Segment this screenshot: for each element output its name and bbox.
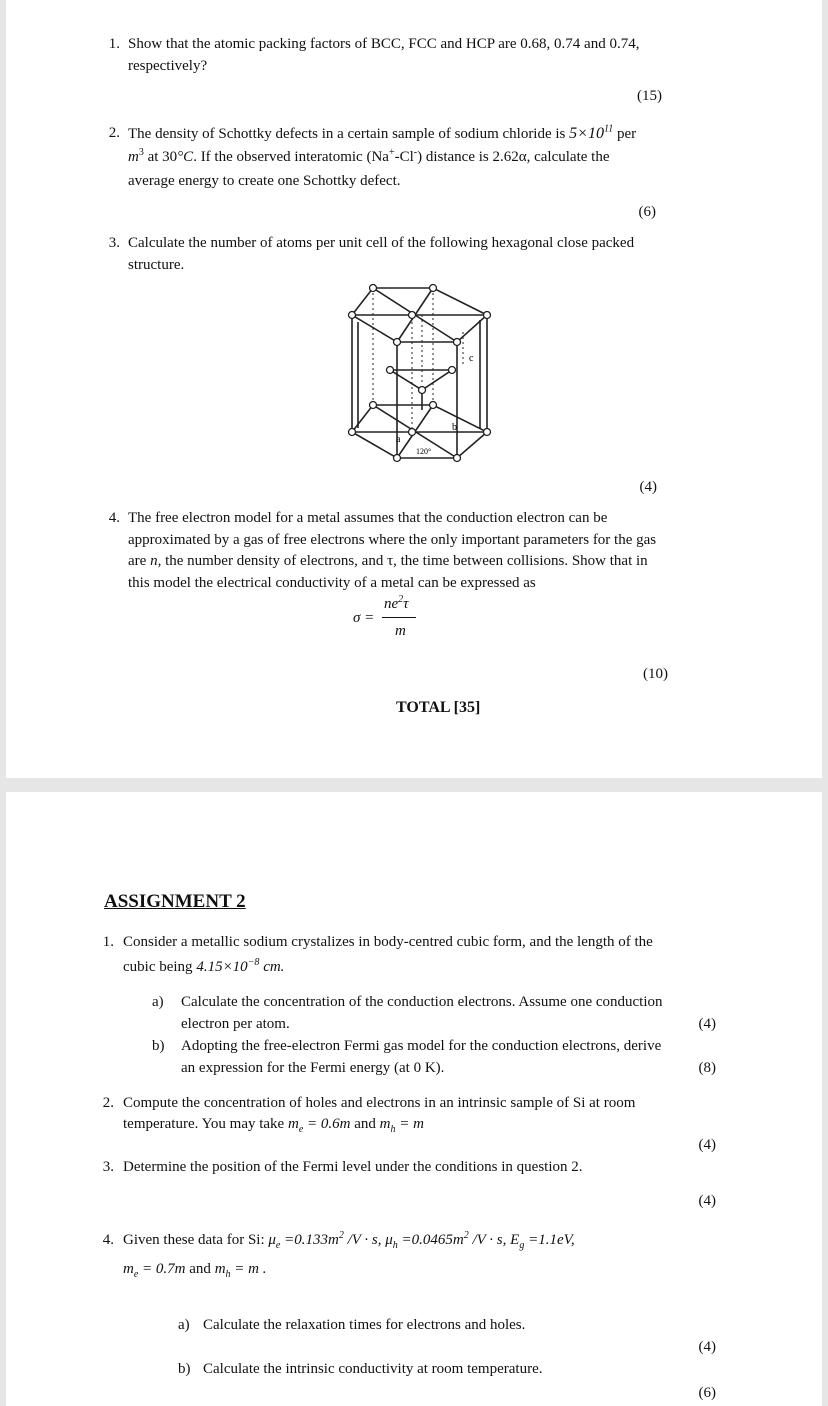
a2-q4b-marks: (6) — [698, 1385, 716, 1401]
hcp-angle-label: 120° — [416, 447, 432, 456]
a2-q2-marks: (4) — [698, 1137, 716, 1153]
q2-text-line2: $m^3$ at 30°C. If the observed interatomic (Na+-Cl-) distance is 2.62α, calculate the — [128, 147, 610, 165]
a2-q1b-text-line2: an expression for the Fermi energy (at 0 K). — [181, 1060, 445, 1076]
a2-q4a-text: Calculate the relaxation times for electrons and holes. — [203, 1317, 526, 1333]
a2-q3-number: 3. — [102, 1159, 114, 1175]
a2-q1-number: 1. — [102, 934, 114, 950]
hcp-label-b: b — [452, 422, 457, 433]
q4-text-line4: this model the electrical conductivity of a metal can be expressed as — [128, 575, 536, 591]
conductivity-formula-numerator: $ne^2\tau$ — [384, 594, 409, 612]
q3-marks: (4) — [639, 479, 657, 495]
a2-q2-number: 2. — [102, 1095, 114, 1111]
total-marks: TOTAL [35] — [396, 699, 481, 716]
a2-q4-text-line2: $m_e = 0.7m$ and $m_h = m$ . — [123, 1261, 267, 1280]
assignment-title: ASSIGNMENT 2 — [104, 891, 246, 912]
conductivity-formula-lhs: σ = — [353, 610, 375, 626]
a2-q4b-label: b) — [178, 1361, 191, 1377]
a2-q1-text-line2: cubic being $4.15\times 10^{-8}$ cm. — [123, 957, 285, 975]
q3-number: 3. — [108, 235, 120, 251]
q1-text-line1: Show that the atomic packing factors of BCC, FCC and HCP are 0.68, 0.74 and 0.74, — [128, 36, 640, 52]
q4-marks: (10) — [643, 666, 668, 682]
q2-number: 2. — [108, 125, 120, 141]
a2-q1a-label: a) — [152, 994, 164, 1010]
a2-q1a-text-line2: electron per atom. — [181, 1016, 290, 1032]
a2-q1-text-line1: Consider a metallic sodium crystalizes in body-centred cubic form, and the length of the — [123, 934, 653, 950]
q4-text-line3: are n, the number density of electrons, and τ, the time between collisions. Show that in — [128, 553, 648, 569]
fraction-bar — [382, 617, 416, 618]
a2-q2-text-line2: temperature. You may take $m_e = 0.6m$ and $m_h = m$ — [123, 1116, 424, 1135]
q2-text-line3: average energy to create one Schottky defect. — [128, 173, 401, 189]
conductivity-formula-denominator: m — [395, 623, 406, 639]
hcp-label-a: a — [396, 434, 401, 445]
a2-q1a-marks: (4) — [698, 1016, 716, 1032]
q2-text-line1: The density of Schottky defects in a certain sample of sodium chloride is $5\times 10^{11}$ per — [128, 123, 637, 142]
q1-marks: (15) — [637, 88, 662, 104]
a2-q1b-label: b) — [152, 1038, 165, 1054]
q1-number: 1. — [108, 36, 120, 52]
page-2 — [6, 792, 822, 1406]
hcp-label-c: c — [469, 353, 474, 364]
a2-q1b-text-line1: Adopting the free-electron Fermi gas model for the conduction electrons, derive — [181, 1038, 662, 1054]
page-1 — [6, 0, 822, 778]
q4-text-line2: approximated by a gas of free electrons where the only important parameters for the gas — [128, 532, 657, 548]
q1-text-line2: respectively? — [128, 58, 208, 74]
a2-q3-text: Determine the position of the Fermi level under the conditions in question 2. — [123, 1159, 583, 1175]
a2-q4a-marks: (4) — [698, 1339, 716, 1355]
a2-q4-number: 4. — [102, 1232, 114, 1248]
q2-marks: (6) — [638, 204, 656, 220]
a2-q4a-label: a) — [178, 1317, 190, 1333]
q4-text-line1: The free electron model for a metal assumes that the conduction electron can be — [128, 510, 608, 526]
a2-q1a-text-line1: Calculate the concentration of the conduction electrons. Assume one conduction — [181, 994, 663, 1010]
a2-q2-text-line1: Compute the concentration of holes and electrons in an intrinsic sample of Si at room — [123, 1095, 636, 1111]
hcp-structure-diagram — [342, 282, 502, 464]
q3-text-line2: structure. — [128, 257, 185, 273]
q4-number: 4. — [108, 510, 120, 526]
a2-q1b-marks: (8) — [698, 1060, 716, 1076]
a2-q4-text-line1: Given these data for Si: $\mu_e =0.133m^2$ /V · s, $\mu_h =0.0465m^2$ /V · s, $E_g =1.1eV$, — [123, 1230, 575, 1251]
q3-text-line1: Calculate the number of atoms per unit cell of the following hexagonal close packed — [128, 235, 635, 251]
a2-q3-marks: (4) — [698, 1193, 716, 1209]
a2-q4b-text: Calculate the intrinsic conductivity at room temperature. — [203, 1361, 543, 1377]
